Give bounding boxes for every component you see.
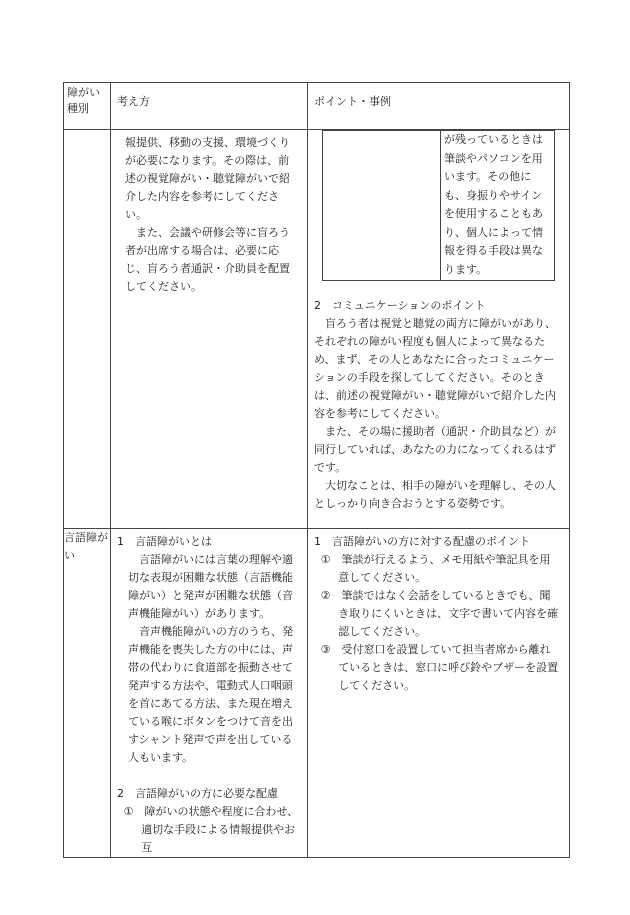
inner-table-left-cell [323,131,441,281]
row2-approach-cell [111,529,308,858]
inner-example-table [322,130,555,281]
row1-points-cell [308,130,570,529]
row2-section2-title: 2 言語障がいの方に必要な配慮 [117,787,278,800]
row1-approach-para-1: 報提供、移動の支援、環境づくりが必要になります。その際は、前述の視覚障がい・聴覚障がいで紹介した内容を参考にしてください。 [125,136,290,221]
row2-type: 言語障がい [64,529,111,858]
row2-point-2: ② 筆談ではなく会話をしているときでも、聞き取りにくいときは、文字で書いて内容を確認してください。 [320,589,559,638]
row1-section2-para-2: また、その場に援助者（通訳・介助員など）が同行していれば、あなたの力になってくれるはずです。 [314,425,556,474]
inner-table-right-cell: が残っているときは筆談やパソコンを用います。その他にも、身振りやサインを使用することもあり、個人によって情報を得る手段は異なります。 [441,131,555,281]
header-disability-type: 障がい種別 [64,83,111,130]
row2-section1-para-1: 言語障がいには言葉の理解や適切な表現が困難な状態（言語機能障がい）と発声が困難な状態（音声機能障がい）があります。 [128,553,293,620]
row1-section2-title: 2 コミュニケーションのポイント [314,299,486,312]
row1-approach-para-2: また、会議や研修会等に盲ろう者が出席する場合は、必要に応じ、盲ろう者通訳・介助員を配置してください。 [125,226,290,293]
header-approach: 考え方 [111,83,308,130]
row2-section1-para-2: 音声機能障がいの方のうち、発声機能を喪失した方の中には、声帯の代わりに食道部を振動させて発声する方法や、電動式人口咽頭を首にあてる方法、また現在増えている喉にボタンをつけて音を出すシャント発声で声を出している人もいます。 [128,625,293,764]
table-header-row [64,83,570,130]
guideline-table [63,82,570,858]
row1-type [64,130,111,529]
table-row [64,130,570,529]
row2-point-1: ① 筆談が行えるよう、メモ用紙や筆記具を用意してください。 [320,553,551,584]
table-row [64,529,570,858]
row1-section2-para-1: 盲ろう者は視覚と聴覚の両方に障がいがあり、それぞれの障がい程度も個人によって異なるため、まず、その人とあなたに合ったコミュニケーションの手段を探してしてください。そのときは、前述の視覚障がい・聴覚障がいで紹介した内容を参考にしてください。 [314,317,556,420]
row2-section1-title: 1 言語障がいとは [117,535,212,548]
row2-section2-item-1: ① 障がいの状態や程度に合わせ、適切な手段による情報提供やお互 [123,805,299,854]
row1-section2-para-3: 大切なことは、相手の障がいを理解し、その人としっかり向き合おうとする姿勢です。 [314,479,556,510]
header-points: ポイント・事例 [308,83,570,130]
row2-points-cell [308,529,570,858]
row1-approach-cell [111,130,308,529]
row2-points-title: 1 言語障がいの方に対する配慮のポイント [314,535,530,548]
row2-point-3: ③ 受付窓口を設置していて担当者席から離れているときは、窓口に呼び鈴やブザーを設置してください。 [320,643,559,692]
